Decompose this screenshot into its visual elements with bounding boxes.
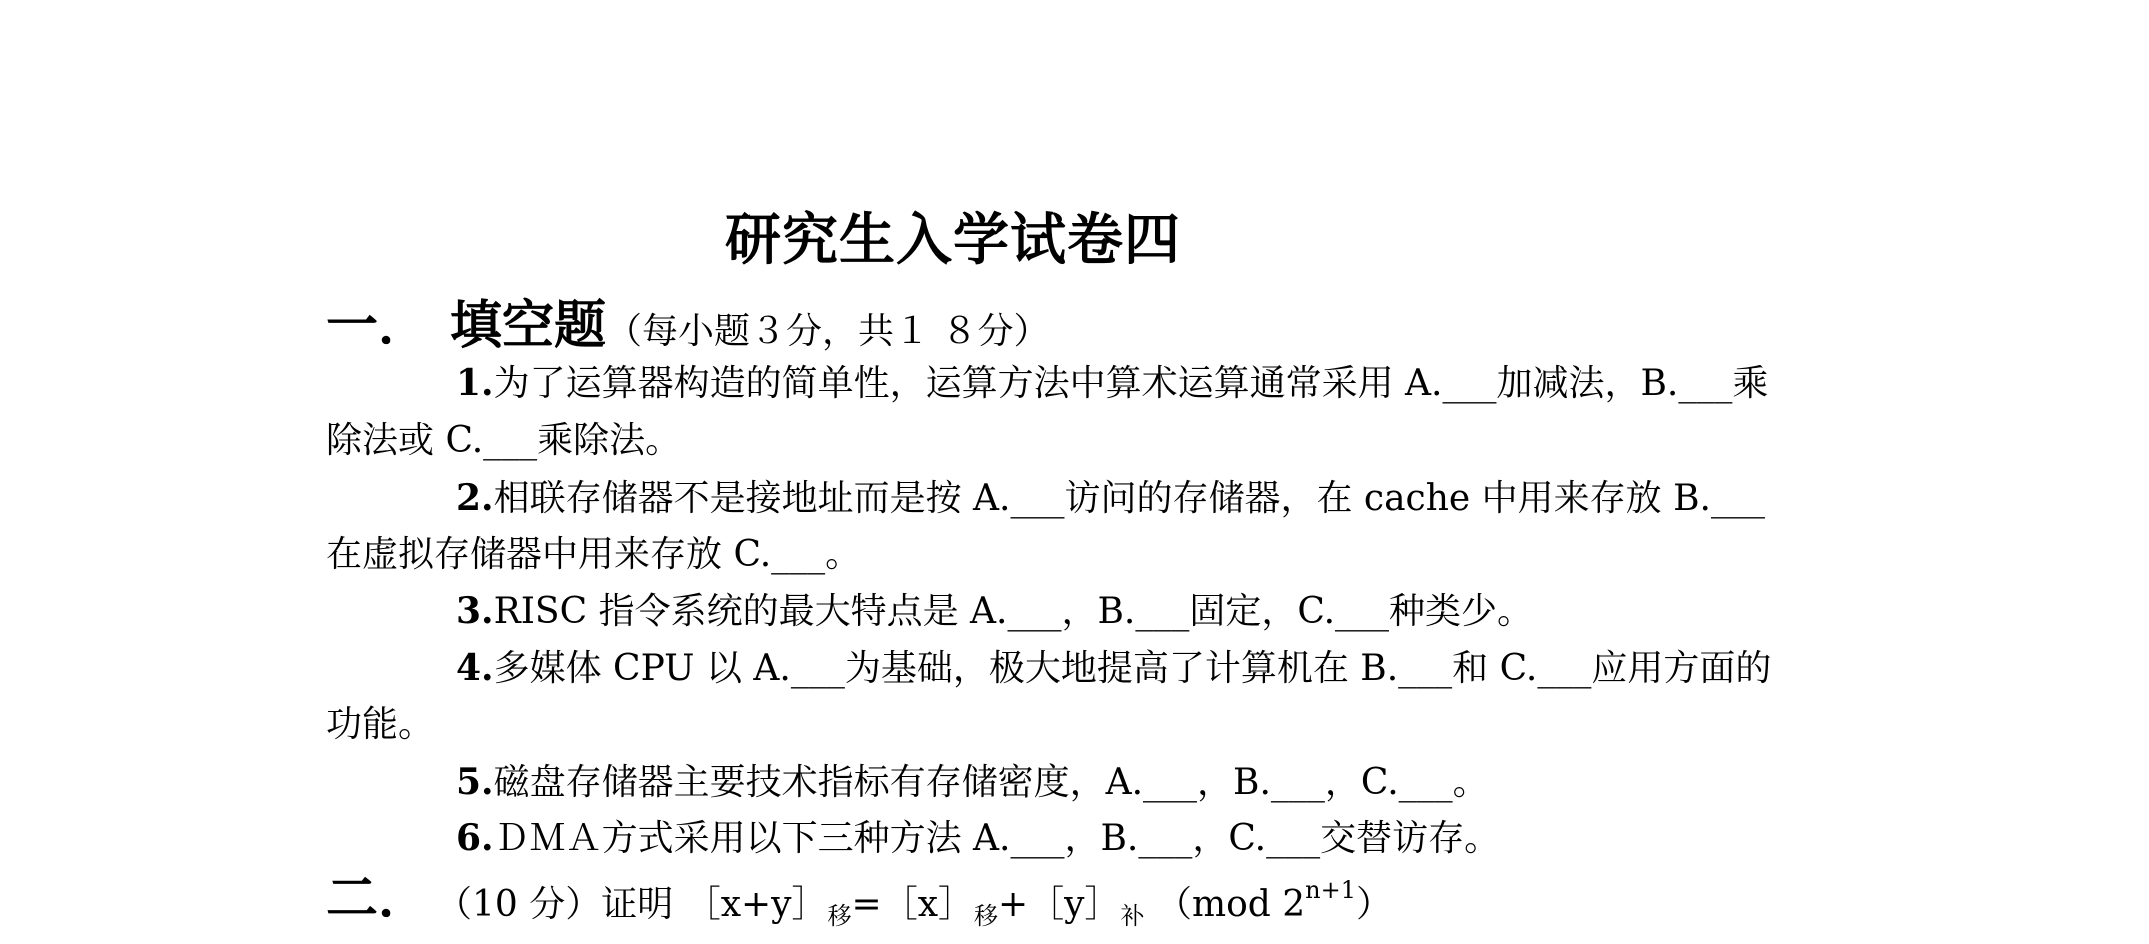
section-2-heading: [326, 862, 1392, 944]
question-4-line-1: [456, 640, 1771, 697]
question-5-line-1: [456, 754, 1489, 811]
question-text: 磁盘存储器主要技术指标有存储密度，A.___，B.___，C.___。: [493, 762, 1489, 803]
question-2-line-2: [326, 527, 861, 583]
question-number: 6.: [456, 817, 494, 859]
section-1-note: （每小题３分，共１ ８分）: [606, 311, 1050, 352]
question-number: 3.: [456, 590, 494, 632]
subscript: 移: [974, 902, 998, 930]
question-number: 5.: [456, 761, 494, 803]
section-2-text: ）: [1356, 884, 1393, 925]
question-text: 为了运算器构造的简单性，运算方法中算术运算通常采用 A.___加减法，B.___乘: [493, 363, 1769, 404]
section-2-text: （mod 2: [1144, 884, 1306, 925]
question-1-line-2: [326, 413, 681, 469]
superscript: n+1: [1305, 876, 1357, 904]
question-text: 相联存储器不是接地址而是按 A.___访问的存储器，在 cache 中用来存放 B.___: [493, 478, 1765, 519]
question-number: 2.: [456, 477, 494, 519]
question-3-line-1: [456, 583, 1533, 640]
section-1-number: 一．: [326, 295, 431, 356]
question-text: RISC 指令系统的最大特点是 A.___，B.___固定，C.___种类少。: [493, 591, 1534, 632]
question-2-line-1: [456, 470, 1765, 527]
question-1-line-1: [456, 355, 1768, 412]
section-2-text: =［x］: [851, 884, 974, 925]
section-2-text: （10 分）证明 ［x+y］: [454, 884, 828, 925]
subscript: 补: [1120, 902, 1145, 930]
question-4-line-2: [326, 697, 434, 753]
question-text: 在虚拟存储器中用来存放 C.___。: [326, 534, 862, 575]
section-1-name: 填空题: [450, 295, 607, 356]
question-number: 1.: [456, 362, 494, 404]
section-2-text: +［y］: [998, 884, 1121, 925]
subscript: 移: [827, 902, 852, 930]
question-text: 除法或 C.___乘除法。: [326, 420, 682, 461]
section-2-number: 二．: [326, 868, 431, 929]
question-text: 功能。: [326, 704, 435, 745]
question-text: ＤＭＡ方式采用以下三种方法 A.___，B.___，C.___交替访存。: [493, 818, 1501, 859]
question-6-line-1: [456, 810, 1500, 867]
question-number: 4.: [456, 647, 494, 689]
question-text: 多媒体 CPU 以 A.___为基础，极大地提高了计算机在 B.___和 C.___应用方面的: [493, 648, 1772, 689]
page-title: 研究生入学试卷四: [725, 207, 1181, 273]
